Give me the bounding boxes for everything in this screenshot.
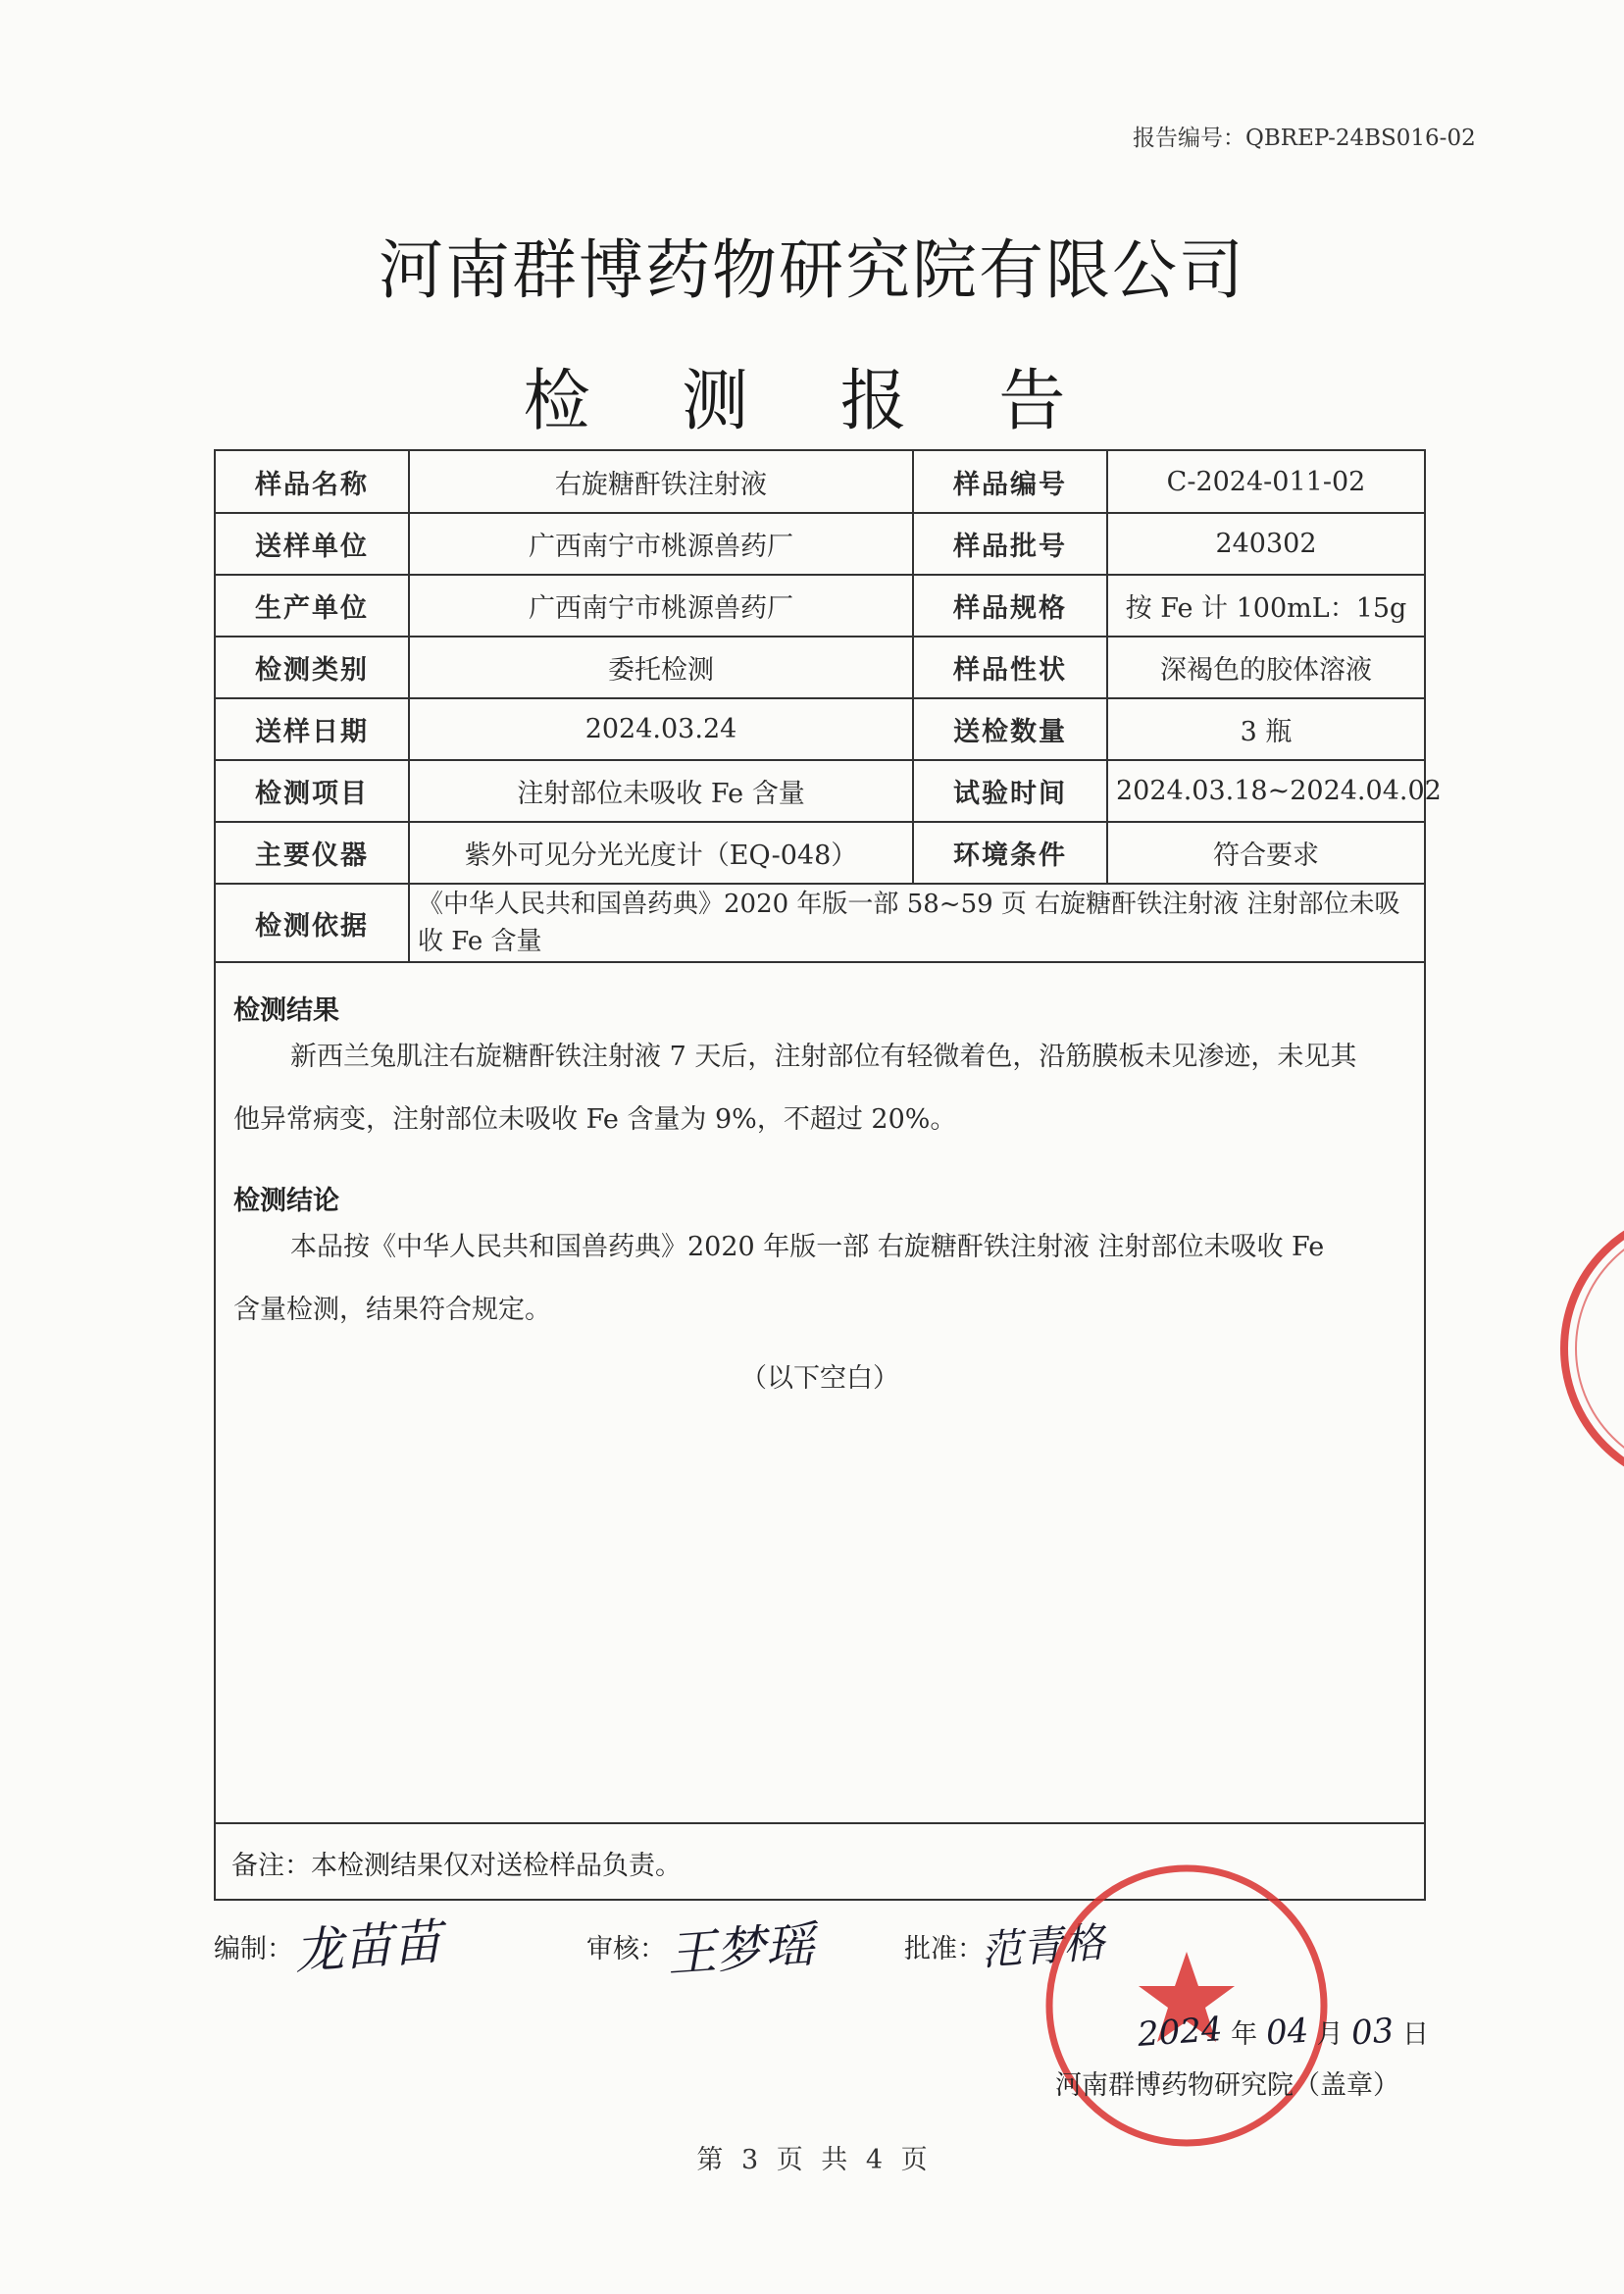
company-name: 河南群博药物研究院有限公司	[379, 232, 1245, 308]
issue-date	[1136, 2010, 1430, 2055]
date-month: 04	[1264, 2011, 1310, 2054]
info-value: 广西南宁市桃源兽药厂	[409, 575, 913, 637]
info-label: 送样日期	[216, 698, 409, 760]
info-label: 样品性状	[913, 637, 1107, 698]
info-row	[216, 822, 1424, 884]
issuer: 河南群博药物研究院（盖章）	[1055, 2070, 1399, 2101]
document-title: 检 测 报 告	[523, 363, 1101, 440]
info-label: 送检数量	[913, 698, 1107, 760]
report-number: 报告编号：QBREP-24BS016-02	[1133, 126, 1476, 151]
reviewed-label: 审核：	[586, 1934, 666, 1964]
results-heading: 检测结果	[233, 995, 339, 1026]
info-value: C-2024-011-02	[1107, 451, 1424, 513]
info-row	[216, 575, 1424, 637]
basis-value: 《中华人民共和国兽药典》2020 年版一部 58~59 页 右旋糖酐铁注射液 注射部位未吸收 Fe 含量	[409, 884, 1424, 962]
compiled-label: 编制：	[214, 1934, 293, 1964]
info-label: 样品规格	[913, 575, 1107, 637]
official-seal	[1040, 1859, 1334, 2153]
edge-seal-fragment	[1530, 1201, 1624, 1496]
results-line-2: 他异常病变，注射部位未吸收 Fe 含量为 9%，不超过 20%。	[233, 1104, 957, 1135]
info-value: 右旋糖酐铁注射液	[409, 451, 913, 513]
info-row	[216, 760, 1424, 822]
info-label: 检测类别	[216, 637, 409, 698]
reviewed-signature: 王梦瑶	[665, 1915, 817, 1984]
conclusion-heading: 检测结论	[233, 1186, 339, 1216]
remark: 备注：本检测结果仅对送检样品负责。	[231, 1851, 682, 1881]
date-year: 2024	[1136, 2010, 1224, 2055]
info-value: 广西南宁市桃源兽药厂	[409, 513, 913, 575]
info-value: 按 Fe 计 100mL：15g	[1107, 575, 1424, 637]
report-frame	[214, 449, 1442, 1901]
conclusion-line-2: 含量检测，结果符合规定。	[233, 1295, 551, 1325]
info-value: 3 瓶	[1107, 698, 1424, 760]
compiled-signature: 龙苗苗	[292, 1912, 444, 1981]
info-label: 样品批号	[913, 513, 1107, 575]
info-value: 240302	[1107, 513, 1424, 575]
date-day-suffix: 日	[1402, 2019, 1430, 2050]
date-month-suffix: 月	[1316, 2019, 1344, 2050]
info-value: 紫外可见分光光度计（EQ-048）	[409, 822, 913, 884]
approved-signature: 范青格	[979, 1917, 1106, 1975]
info-label: 检测项目	[216, 760, 409, 822]
date-day: 03	[1349, 2011, 1396, 2054]
info-row	[216, 637, 1424, 698]
info-label: 试验时间	[913, 760, 1107, 822]
info-label: 送样单位	[216, 513, 409, 575]
conclusion-line-1: 本品按《中华人民共和国兽药典》2020 年版一部 右旋糖酐铁注射液 注射部位未吸收 Fe	[290, 1232, 1325, 1262]
info-label: 样品编号	[913, 451, 1107, 513]
info-value: 深褐色的胶体溶液	[1107, 637, 1424, 698]
info-row	[216, 513, 1424, 575]
page-number: 第 3 页 共 4 页	[696, 2145, 928, 2175]
info-label: 样品名称	[216, 451, 409, 513]
info-value: 2024.03.18~2024.04.02	[1107, 760, 1424, 822]
date-year-suffix: 年	[1231, 2019, 1258, 2050]
info-row	[216, 698, 1424, 760]
info-label: 主要仪器	[216, 822, 409, 884]
info-row	[216, 451, 1424, 513]
info-value: 委托检测	[409, 637, 913, 698]
basis-row	[216, 884, 1424, 962]
info-label: 生产单位	[216, 575, 409, 637]
remark-divider	[216, 1822, 1424, 1824]
results-line-1: 新西兰兔肌注右旋糖酐铁注射液 7 天后，注射部位有轻微着色，沿筋膜板未见渗迹，未见其	[290, 1042, 1357, 1072]
blank-note: （以下空白）	[740, 1363, 899, 1394]
info-value: 注射部位未吸收 Fe 含量	[409, 760, 913, 822]
info-value: 符合要求	[1107, 822, 1424, 884]
info-label: 环境条件	[913, 822, 1107, 884]
sample-info-table	[216, 451, 1442, 963]
approved-label: 批准：	[904, 1934, 984, 1964]
info-value: 2024.03.24	[409, 698, 913, 760]
basis-label: 检测依据	[216, 884, 409, 962]
